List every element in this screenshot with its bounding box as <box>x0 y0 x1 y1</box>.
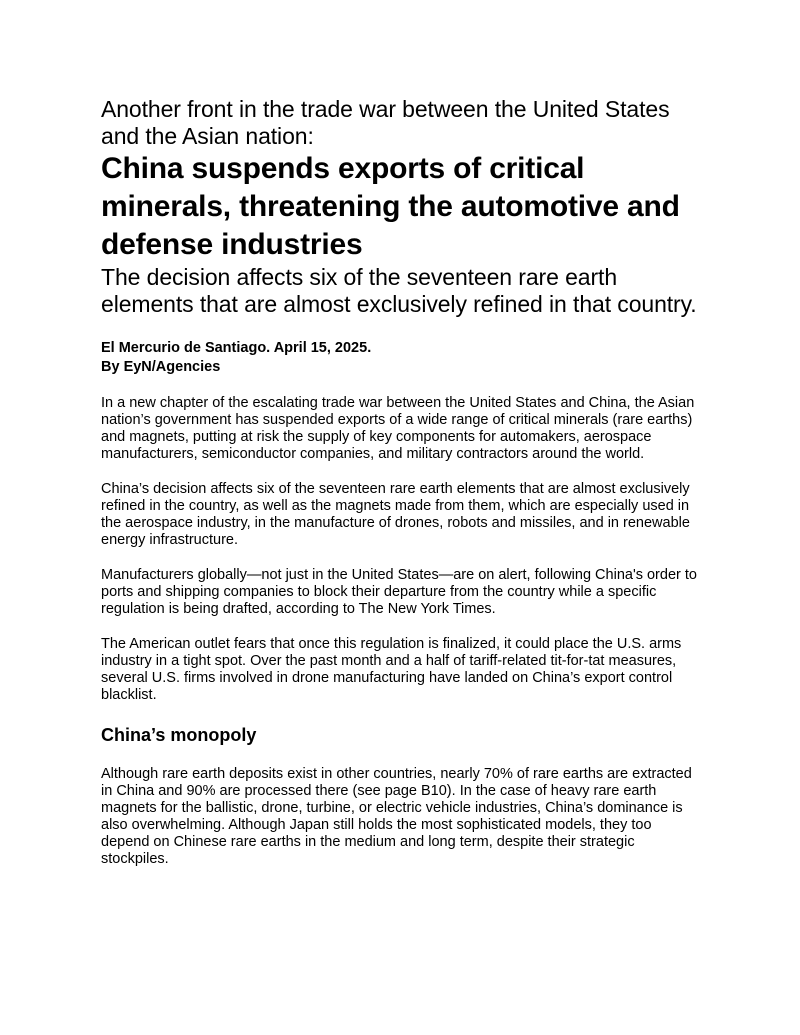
author-line: By EyN/Agencies <box>101 359 221 375</box>
body-paragraph: In a new chapter of the escalating trade war between the United States and China, the Asian nation’s government has suspended exports of a wide range of critical minerals (rare earths) and magnets, putting at risk the supply of key components for automakers, aerospace manufacturers, semiconductor companies, and military contractors around the world. <box>101 395 695 462</box>
body-paragraph: Although rare earth deposits exist in other countries, nearly 70% of rare earths are extracted in China and 90% are processed there (see page B10). In the case of heavy rare earth magnets for the ballistic, drone, turbine, or electric vehicle industries, China’s dominance is also overwhelming. Although Japan still holds the most sophisticated models, they too depend on Chinese rare earths in the medium and long term, despite their strategic stockpiles. <box>101 766 692 867</box>
body-paragraph: China’s decision affects six of the seventeen rare earth elements that are almost exclusively refined in the country, as well as the magnets made from them, which are especially used in the aerospace industry, in the manufacture of drones, robots and missiles, and in renewable energy infrastructure. <box>101 481 690 548</box>
article-deck: The decision affects six of the seventeen rare earth elements that are almost exclusively refined in that country. <box>101 264 697 317</box>
body-paragraph: Manufacturers globally—not just in the United States—are on alert, following China's order to ports and shipping companies to block their departure from the country while a specific regulation is being drafted, according to The New York Times. <box>101 567 697 617</box>
section-heading: China’s monopoly <box>101 725 257 745</box>
article <box>101 96 701 868</box>
article-kicker: Another front in the trade war between the United States and the Asian nation: <box>101 96 670 149</box>
source-line: El Mercurio de Santiago. April 15, 2025. <box>101 340 372 356</box>
article-headline: China suspends exports of critical minerals, threatening the automotive and defense industries <box>101 152 680 261</box>
body-paragraph: The American outlet fears that once this regulation is finalized, it could place the U.S. arms industry in a tight spot. Over the past month and a half of tariff-related tit-for-tat measures, several U.S. firms involved in drone manufacturing have landed on China’s export control blacklist. <box>101 636 682 703</box>
byline <box>101 339 701 377</box>
